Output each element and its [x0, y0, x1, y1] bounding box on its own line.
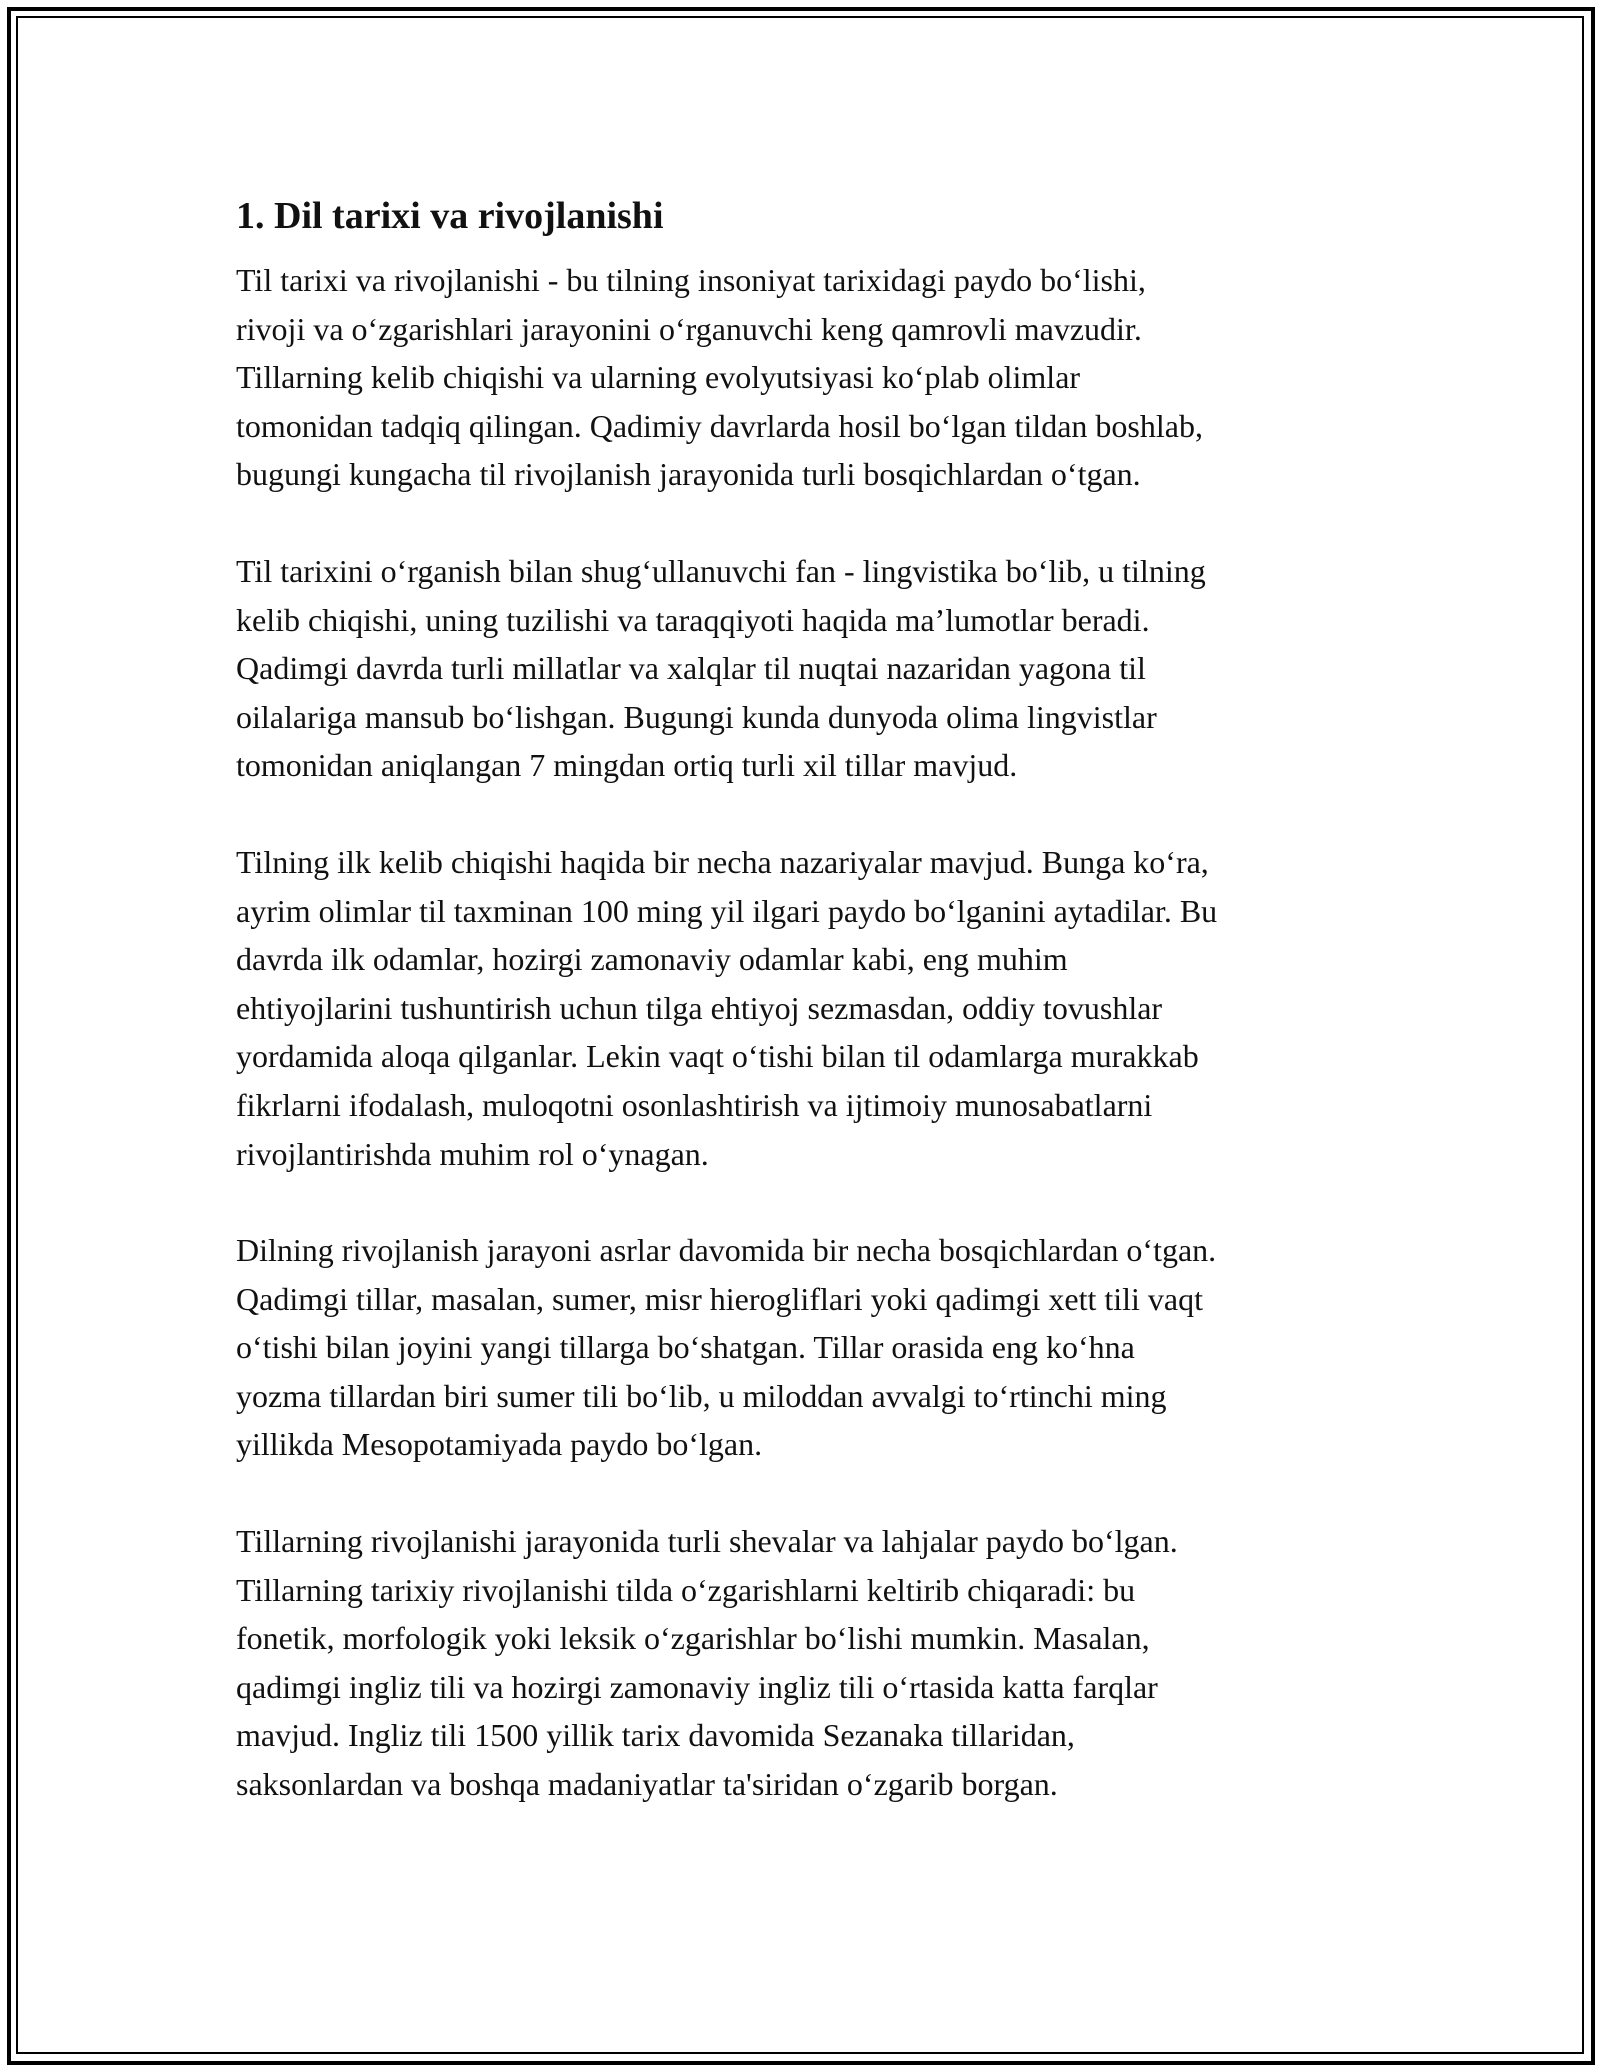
paragraph-line: Til tarixini o‘rganish bilan shug‘ullanuvchi fan - lingvistika bo‘lib, u tilning — [236, 552, 1206, 589]
paragraph-line: yordamida aloqa qilganlar. Lekin vaqt o‘tishi bilan til odamlarga murakkab — [236, 1038, 1199, 1075]
document-body — [236, 184, 1386, 1857]
paragraph-line: oilalariga mansub bo‘lishgan. Bugungi kunda dunyoda olima lingvistlar — [236, 698, 1157, 735]
paragraph-line: Dilning rivojlanish jarayoni asrlar davomida bir necha bosqichlardan o‘tgan. — [236, 1232, 1217, 1269]
paragraph-line: ayrim olimlar til taxminan 100 ming yil ilgari paydo bo‘lganini aytadilar. Bu — [236, 892, 1218, 929]
paragraph-line: Qadimgi davrda turli millatlar va xalqlar til nuqtai nazaridan yagona til — [236, 650, 1146, 687]
paragraph-line: yozma tillardan biri sumer tili bo‘lib, u miloddan avvalgi to‘rtinchi ming — [236, 1377, 1167, 1414]
paragraph-line: saksonlardan va boshqa madaniyatlar ta'siridan o‘zgarib borgan. — [236, 1766, 1058, 1803]
paragraph-line: bugungi kungacha til rivojlanish jarayonida turli bosqichlardan o‘tgan. — [236, 456, 1141, 493]
document-title: 1. Dil tarixi va rivojlanishi — [236, 195, 664, 237]
paragraph-line: fikrlarni ifodalash, muloqotni osonlashtirish va ijtimoiy munosabatlarni — [236, 1086, 1153, 1123]
paragraph-line: tomonidan aniqlangan 7 mingdan ortiq turli xil tillar mavjud. — [236, 747, 1018, 784]
paragraph-line: Tillarning rivojlanishi jarayonida turli shevalar va lahjalar paydo bo‘lgan. — [236, 1523, 1178, 1560]
paragraph-line: Tillarning kelib chiqishi va ularning evolyutsiyasi ko‘plab olimlar — [236, 359, 1081, 396]
paragraph-line: ehtiyojlarini tushuntirish uchun tilga ehtiyoj sezmasdan, oddiy tovushlar — [236, 989, 1163, 1026]
paragraph — [236, 1226, 1386, 1469]
paragraph — [236, 838, 1386, 1178]
paragraph-line: Qadimgi tillar, masalan, sumer, misr hierogliflari yoki qadimgi xett tili vaqt — [236, 1280, 1204, 1317]
paragraph-line: kelib chiqishi, uning tuzilishi va taraqqiyoti haqida ma’lumotlar beradi. — [236, 601, 1150, 638]
paragraph-line: davrda ilk odamlar, hozirgi zamonaviy odamlar kabi, eng muhim — [236, 941, 1068, 978]
paragraph-line: qadimgi ingliz tili va hozirgi zamonaviy ingliz tili o‘rtasida katta farqlar — [236, 1668, 1158, 1705]
paragraph-line: rivoji va o‘zgarishlari jarayonini o‘rganuvchi keng qamrovli mavzudir. — [236, 310, 1142, 347]
paragraph-list — [236, 256, 1386, 1809]
paragraph — [236, 1517, 1386, 1809]
paragraph-line: mavjud. Ingliz tili 1500 yillik tarix davomida Sezanaka tillaridan, — [236, 1717, 1075, 1754]
paragraph — [236, 256, 1386, 499]
paragraph-line: o‘tishi bilan joyini yangi tillarga bo‘shatgan. Tillar orasida eng ko‘hna — [236, 1329, 1135, 1366]
paragraph-line: Tillarning tarixiy rivojlanishi tilda o‘zgarishlarni keltirib chiqaradi: bu — [236, 1571, 1136, 1608]
paragraph — [236, 547, 1386, 790]
paragraph-line: Tilning ilk kelib chiqishi haqida bir necha nazariyalar mavjud. Bunga ko‘ra, — [236, 843, 1209, 880]
paragraph-line: fonetik, morfologik yoki leksik o‘zgarishlar bo‘lishi mumkin. Masalan, — [236, 1620, 1150, 1657]
paragraph-line: tomonidan tadqiq qilingan. Qadimiy davrlarda hosil bo‘lgan tildan boshlab, — [236, 407, 1203, 444]
paragraph-line: yillikda Mesopotamiyada paydo bo‘lgan. — [236, 1426, 763, 1463]
paragraph-line: Til tarixi va rivojlanishi - bu tilning insoniyat tarixidagi paydo bo‘lishi, — [236, 262, 1146, 298]
paragraph-line: rivojlantirishda muhim rol o‘ynagan. — [236, 1135, 709, 1172]
